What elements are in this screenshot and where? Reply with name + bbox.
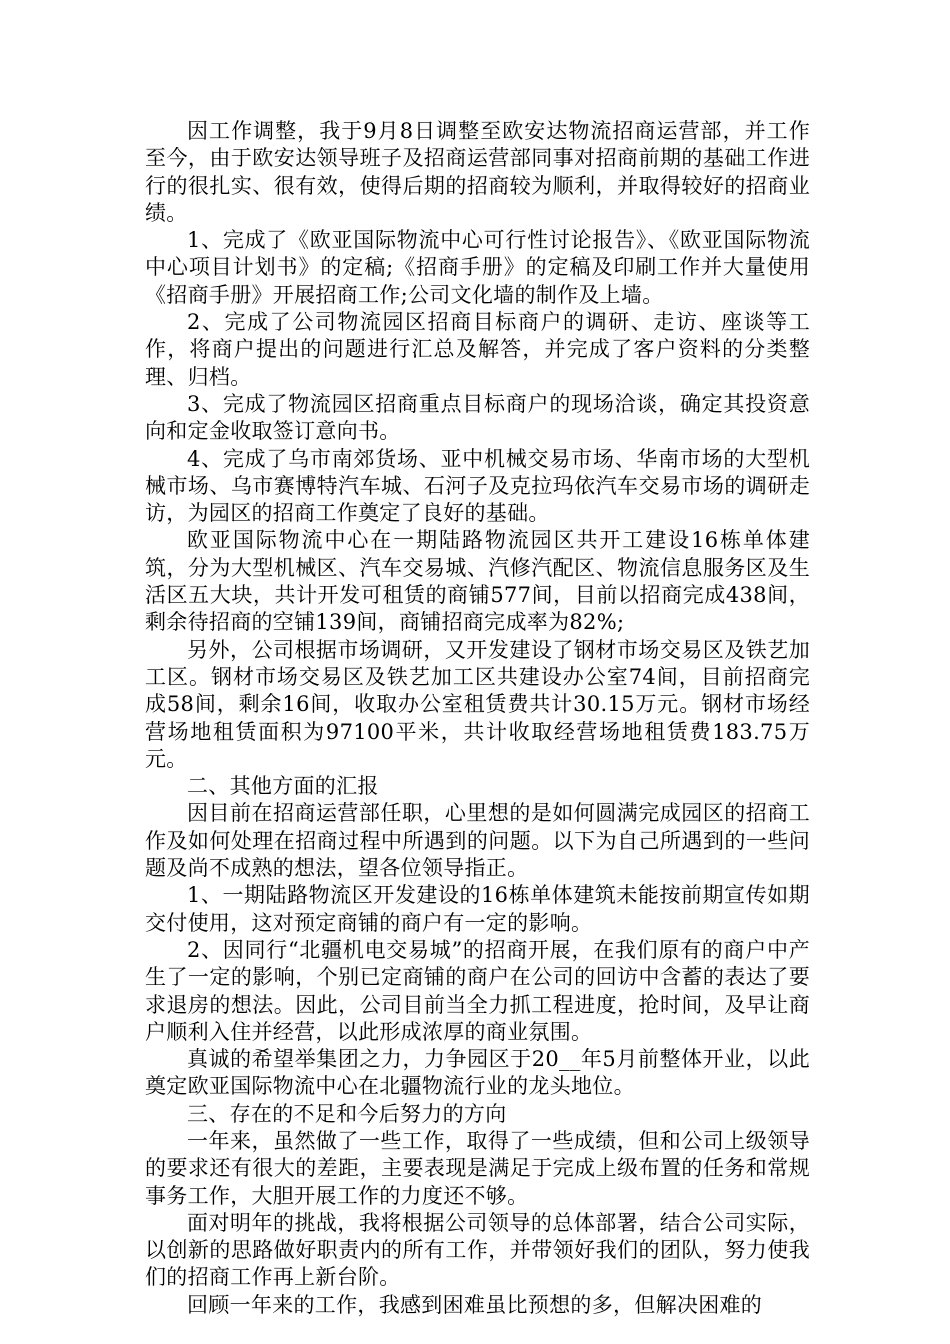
paragraph-issue-2: 2、因同行“北疆机电交易城”的招商开展，在我们原有的商户中产生了一定的影响，个别已定商铺的商户在公司的回访中含蓄的表达了要求退房的想法。因此，公司目前当全力抓工程进度，抢时间，及早让商户顺利入住并经营，以此形成浓厚的商业氛围。 bbox=[145, 937, 810, 1044]
paragraph-item-1: 1、完成了《欧亚国际物流中心可行性讨论报告》、《欧亚国际物流中心项目计划书》的定稿;《招商手册》的定稿及印刷工作并大量使用《招商手册》开展招商工作;公司文化墙的制作及上墙。 bbox=[145, 228, 810, 307]
paragraph-hope: 真诚的希望举集团之力，力争园区于20__年5月前整体开业，以此奠定欧亚国际物流中心在北疆物流行业的龙头地位。 bbox=[145, 1047, 810, 1099]
paragraph-other-intro: 因目前在招商运营部任职，心里想的是如何圆满完成园区的招商工作及如何处理在招商过程中所遇到的问题。以下为自己所遇到的一些问题及尚不成熟的想法，望各位领导指正。 bbox=[145, 801, 810, 881]
paragraph-park-overview: 欧亚国际物流中心在一期陆路物流园区共开工建设16栋单体建筑，分为大型机械区、汽车交易城、汽修汽配区、物流信息服务区及生活区五大块，共计开发可租赁的商铺577间，目前以招商完成438间，剩余待招商的空铺139间，商铺招商完成率为82%; bbox=[145, 528, 810, 635]
document-body bbox=[145, 118, 810, 1319]
paragraph-intro: 因工作调整，我于9月8日调整至欧安达物流招商运营部，并工作至今，由于欧安达领导班子及招商运营部同事对招商前期的基础工作进行的很扎实、很有效，使得后期的招商较为顺利，并取得较好的招商业绩。 bbox=[145, 119, 810, 225]
paragraph-item-3: 3、完成了物流园区招商重点目标商户的现场洽谈，确定其投资意向和定金收取签订意向书。 bbox=[145, 391, 810, 444]
section-heading-3: 三、存在的不足和今后努力的方向 bbox=[187, 1101, 507, 1126]
paragraph-shortcomings: 一年来，虽然做了一些工作，取得了一些成绩，但和公司上级领导的要求还有很大的差距，主要表现是满足于完成上级布置的任务和常规事务工作，大胆开展工作的力度还不够。 bbox=[145, 1128, 810, 1208]
paragraph-issue-1: 1、一期陆路物流区开发建设的16栋单体建筑未能按前期宣传如期交付使用，这对预定商铺的商户有一定的影响。 bbox=[145, 883, 810, 935]
section-heading-2: 二、其他方面的汇报 bbox=[187, 774, 379, 799]
paragraph-item-2: 2、完成了公司物流园区招商目标商户的调研、走访、座谈等工作，将商户提出的问题进行汇总及解答，并完成了客户资料的分类整理、归档。 bbox=[145, 310, 810, 389]
paragraph-item-4: 4、完成了乌市南郊货场、亚中机械交易市场、华南市场的大型机械市场、乌市赛博特汽车城、石河子及克拉玛依汽车交易市场的调研走访，为园区的招商工作奠定了良好的基础。 bbox=[145, 446, 810, 526]
paragraph-steel-market: 另外，公司根据市场调研，又开发建设了钢材市场交易区及铁艺加工区。钢材市场交易区及铁艺加工区共建设办公室74间，目前招商完成58间，剩余16间，收取办公室租赁费共计30.15万元。钢材市场经营场地租赁面积为97100平米，共计收取经营场地租赁费183.75万元。 bbox=[145, 637, 810, 771]
paragraph-review: 回顾一年来的工作，我感到困难虽比预想的多，但解决困难的 bbox=[187, 1292, 763, 1317]
paragraph-next-year: 面对明年的挑战，我将根据公司领导的总体部署，结合公司实际，以创新的思路做好职责内的所有工作，并带领好我们的团队，努力使我们的招商工作再上新台阶。 bbox=[145, 1210, 810, 1290]
